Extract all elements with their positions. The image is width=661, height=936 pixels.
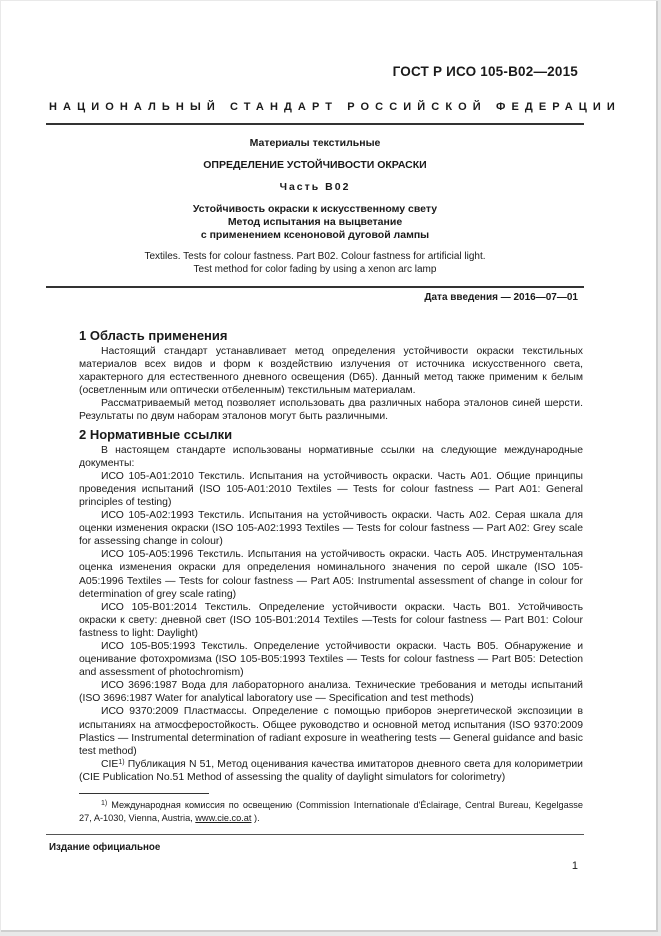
title-english-2: Test method for color fading by using a xenon arc lamp bbox=[193, 264, 437, 275]
section-1-paragraph-1: Настоящий стандарт устанавливает метод определения устойчивости окраски текстильных материалов всех видов и форм к воздействию излучения от источника искусственного света, характерного для естественного дневного освещения (D65). Данный метод также применим к белым (осветленным или оптически отбеленным) текстильным материалам. bbox=[79, 346, 583, 397]
reference-item: ИСО 105-А02:1993 Текстиль. Испытания на устойчивость окраски. Часть А02. Серая шкала для оценки изменения окраски (ISO 105-A02:1993 Textiles — Tests for colour fastness — Part A02: Grey scale for assessing change in colour) bbox=[79, 510, 583, 548]
section-2-intro: В настоящем стандарте использованы нормативные ссылки на следующие международные документы: bbox=[79, 444, 583, 469]
title-english-1: Textiles. Tests for colour fastness. Part B02. Colour fastness for artificial light. bbox=[144, 251, 486, 262]
reference-item: ИСО 105-В05:1993 Текстиль. Определение устойчивости окраски. Часть В05. Обнаружение и оценивание фотохромизма (ISO 105-B05:1993 Textiles — Tests for colour fastness — Part B05: Detection and assessment of photochromism) bbox=[79, 640, 583, 679]
section-1-heading: 1 Область применения bbox=[79, 328, 228, 343]
title-definition: ОПРЕДЕЛЕНИЕ УСТОЙЧИВОСТИ ОКРАСКИ bbox=[203, 159, 427, 171]
date-of-introduction: Дата введения — 2016—07—01 bbox=[424, 292, 578, 303]
footnote-marker: 1) bbox=[118, 758, 125, 766]
title-part: Часть В02 bbox=[279, 181, 351, 193]
title-block bbox=[46, 137, 584, 276]
national-standard-banner: НАЦИОНАЛЬНЫЙ СТАНДАРТ РОССИЙСКОЙ ФЕДЕРАЦИИ bbox=[49, 101, 621, 113]
footnote-divider bbox=[79, 793, 209, 794]
title-subtitle-1: Устойчивость окраски к искусственному свету bbox=[192, 203, 438, 215]
title-materials: Материалы текстильные bbox=[249, 137, 381, 149]
official-edition-label: Издание официальное bbox=[49, 842, 161, 853]
document-page bbox=[1, 1, 658, 932]
gost-code: ГОСТ Р ИСО 105-В02—2015 bbox=[392, 64, 578, 79]
footer-divider bbox=[46, 834, 584, 835]
reference-item: ИСО 105-А05:1996 Текстиль. Испытания на устойчивость окраски. Часть А05. Инструментальная оценка изменения окраски для определения номинального значения по серой шкале (ISO 105-A05:1996 Textiles — Tests for colour fastness — Part A05: Instrumental assessment of change in colour for determination of grey scale rating) bbox=[79, 549, 583, 600]
cie-website-link[interactable]: www.cie.co.at bbox=[195, 813, 252, 823]
title-subtitle-2: Метод испытания на выцветание bbox=[227, 216, 403, 228]
footnote: $^{1)}$ Международная комиссия по освещению (Commission Internationale d'Éclairage, Central Bureau, Kegelgasse 27, A-1030, Vienna, Austria, www.cie.co.at ). bbox=[79, 800, 583, 823]
section-2-heading: 2 Нормативные ссылки bbox=[79, 426, 233, 442]
title-divider bbox=[46, 286, 584, 288]
reference-item: ИСО 3696:1987 Вода для лабораторного анализа. Технические требования и методы испытаний (ISO 3696:1987 Water for analytical laboratory use — Specification and test methods) bbox=[79, 680, 583, 705]
reference-item-cie: CIE$^{1)}$ Публикация N 51, Метод оценивания качества имитаторов дневного света для колориметрии (CIE Publication No.51 Method of assessing the quality of daylight simulators for colorimetry) bbox=[79, 758, 583, 783]
header-divider bbox=[46, 123, 584, 125]
section-1-paragraph-2: Рассматриваемый метод позволяет использовать два различных набора эталонов синей шерсти. Результаты по двум наборам эталонов могут быть различными. bbox=[79, 398, 583, 423]
document-body bbox=[79, 327, 583, 784]
page-number: 1 bbox=[571, 860, 578, 872]
reference-item: ИСО 105-В01:2014 Текстиль. Определение устойчивости окраски. Часть В01. Устойчивость окраски к свету: дневной свет (ISO 105-B01:2014 Textiles —Tests for colour fastness — Part B01: Colour fastness to light: Daylight) bbox=[79, 601, 583, 639]
reference-item: ИСО 9370:2009 Пластмассы. Определение с помощью приборов энергетической экспозиции в испытаниях на атмосферостойкость. Общее руководство и основной метод испытания (ISO 9370:2009 Plastics — Instrumental determination of radiant exposure in weathering tests — General guidance and basic test method) bbox=[79, 706, 583, 757]
title-subtitle-3: с применением ксеноновой дуговой лампы bbox=[200, 229, 430, 241]
reference-item: ИСО 105-А01:2010 Текстиль. Испытания на устойчивость окраски. Часть А01. Общие принципы проведения испытаний (ISO 105-A01:2010 Textiles — Tests for colour fastness — Part A01: General principles of testing) bbox=[79, 470, 583, 508]
